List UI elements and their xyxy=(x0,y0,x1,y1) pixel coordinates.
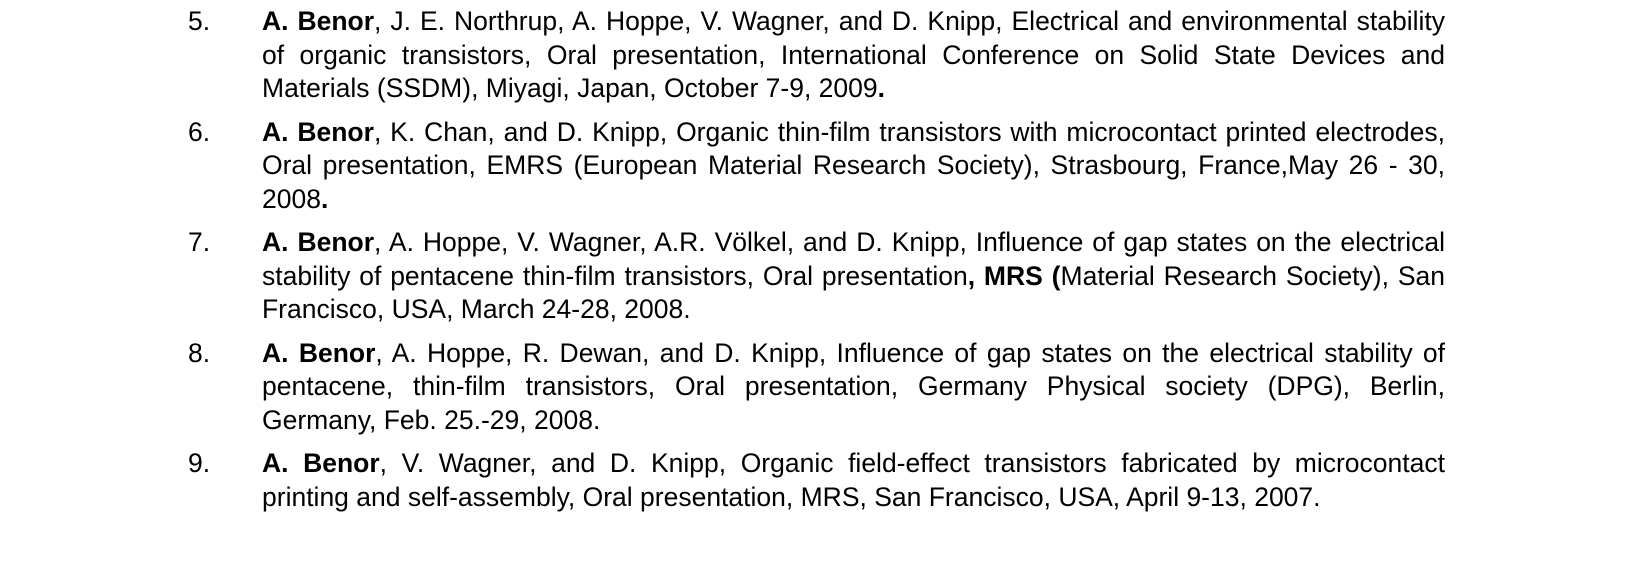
publication-details: , A. Hoppe, R. Dewan, and D. Knipp, Influence of gap states on the electrical stability of pentacene, thin-film transistors, Oral presentation, Germany Physical society (DPG), Berlin, Germany, Feb. 25.-29, 2008. xyxy=(262,337,1445,435)
publication-details-continued: Material Research Society), San Francisco, USA, March 24-28, 2008. xyxy=(262,260,1445,324)
publication-text xyxy=(262,5,1445,106)
author-name: A. Benor xyxy=(262,448,380,478)
list-item xyxy=(0,116,1625,217)
publication-details: , A. Hoppe, V. Wagner, A.R. Völkel, and D. Knipp, Influence of gap states on the electrical stability of pentacene thin-film transistors, Oral presentation xyxy=(262,227,1445,291)
publication-text xyxy=(262,337,1445,438)
publication-list xyxy=(0,5,1625,524)
item-number: 7. xyxy=(188,227,211,257)
list-item xyxy=(0,226,1625,327)
trailing-period: . xyxy=(320,183,329,214)
author-name: A. Benor xyxy=(262,116,374,147)
item-number: 9. xyxy=(188,448,211,478)
trailing-period: . xyxy=(877,73,886,103)
author-name: A. Benor xyxy=(262,337,376,368)
author-name: A. Benor xyxy=(262,227,375,257)
publication-text xyxy=(262,226,1445,327)
item-number: 5. xyxy=(188,6,211,36)
publication-details: , J. E. Northrup, A. Hoppe, V. Wagner, and D. Knipp, Electrical and environmental stability of organic transistors, Oral presentation, International Conference on Solid State Devices and Materials (SSDM), Miyagi, Japan, October 7-9, 2009 xyxy=(262,6,1445,103)
item-number: 6. xyxy=(188,116,211,147)
list-item xyxy=(0,337,1625,438)
publication-text xyxy=(262,447,1445,514)
publication-details: , V. Wagner, and D. Knipp, Organic field-effect transistors fabricated by microcontact printing and self-assembly, Oral presentation, MRS, San Francisco, USA, April 9-13, 2007. xyxy=(262,448,1445,512)
item-number: 8. xyxy=(188,337,211,368)
publication-details: , K. Chan, and D. Knipp, Organic thin-film transistors with microcontact printed electrodes, Oral presentation, EMRS (European Material Research Society), Strasbourg, France,May 26 - 30, 2008 xyxy=(262,116,1445,214)
author-name: A. Benor xyxy=(262,6,375,36)
bold-separator: , MRS ( xyxy=(967,260,1061,291)
list-item xyxy=(0,447,1625,514)
list-item xyxy=(0,5,1625,106)
publication-text xyxy=(262,116,1445,217)
